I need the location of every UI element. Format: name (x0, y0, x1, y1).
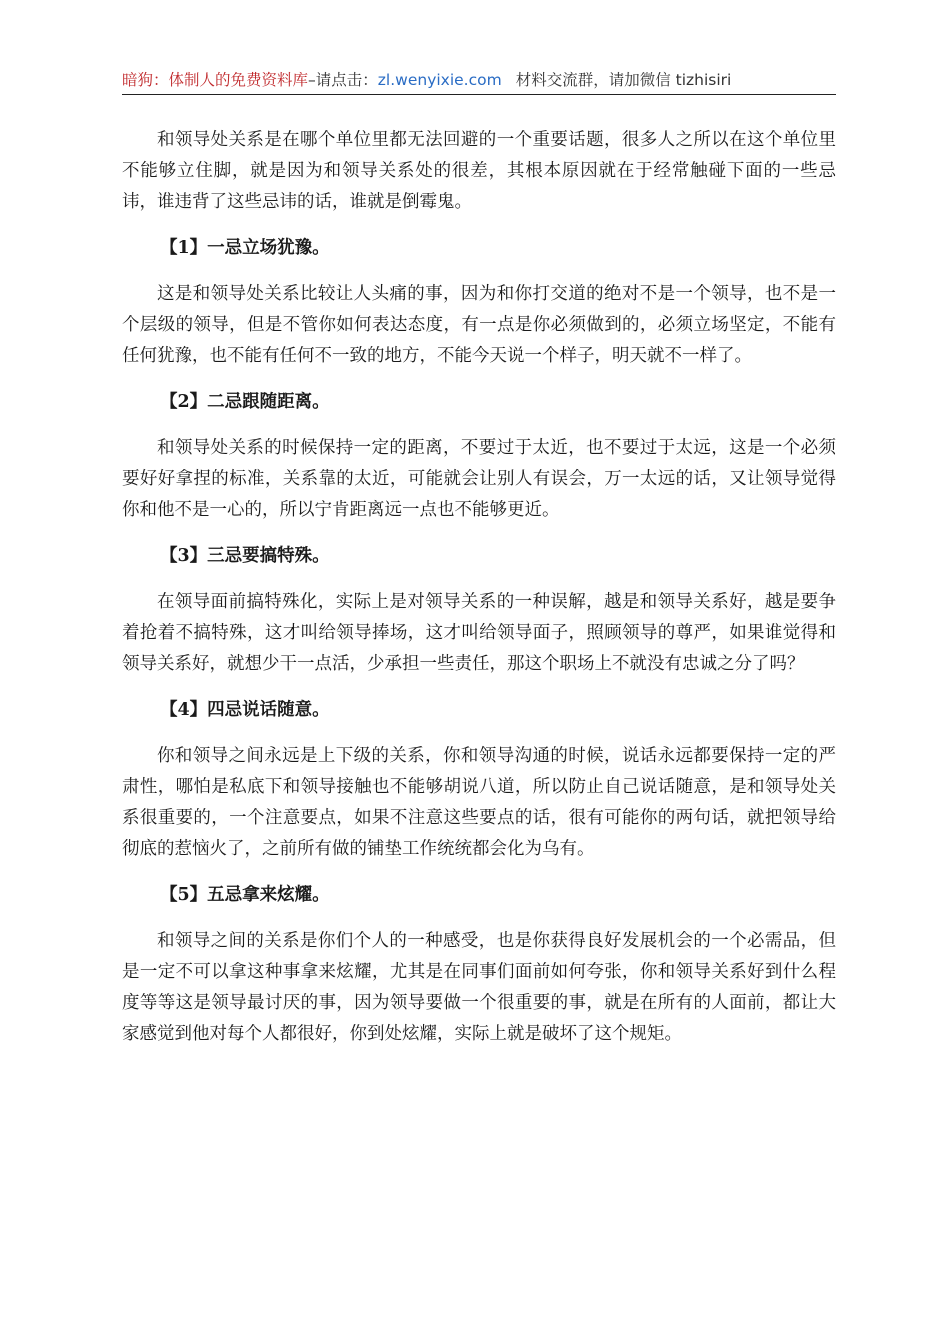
section-body-5: 和领导之间的关系是你们个人的一种感受，也是你获得良好发展机会的一个必需品，但是一定不可以拿这种事拿来炫耀，尤其是在同事们面前如何夸张，你和领导关系好到什么程度等等这是领导最讨厌的事，因为领导要做一个很重要的事，就是在所有的人面前，都让大家感觉到他对每个人都很好，你到处炫耀，实际上就是破坏了这个规矩。 (122, 931, 836, 1044)
section-heading-5: 【5】五忌拿来炫耀。 (160, 885, 330, 905)
header-click-prefix: –请点击： (308, 71, 378, 89)
header-group-text: 材料交流群，请加微信 tizhisiri (515, 71, 732, 89)
page-header (122, 68, 836, 95)
section-body-4: 你和领导之间永远是上下级的关系，你和领导沟通的时候，说话永远都要保持一定的严肃性，哪怕是私底下和领导接触也不能够胡说八道，所以防止自己说话随意，是和领导处关系很重要的，一个注意要点，如果不注意这些要点的话，很有可能你的两句话，就把领导给彻底的惹恼火了，之前所有做的铺垫工作统统都会化为乌有。 (122, 746, 836, 859)
section-heading-3: 【3】三忌要搞特殊。 (160, 546, 330, 566)
section-heading-2: 【2】二忌跟随距离。 (160, 392, 330, 412)
section-body-1: 这是和领导处关系比较让人头痛的事，因为和你打交道的绝对不是一个领导，也不是一个层级的领导，但是不管你如何表达态度，有一点是你必须做到的，必须立场坚定，不能有任何犹豫，也不能有任何不一致的地方，不能今天说一个样子，明天就不一样了。 (122, 284, 836, 366)
section-body-3: 在领导面前搞特殊化，实际上是对领导关系的一种误解，越是和领导关系好，越是要争着抢着不搞特殊，这才叫给领导捧场，这才叫给领导面子，照顾领导的尊严，如果谁觉得和领导关系好，就想少干一点活，少承担一些责任，那这个职场上不就没有忠诚之分了吗？ (122, 592, 836, 674)
article-body (122, 125, 836, 1065)
header-brand: 暗狗：体制人的免费资料库 (122, 71, 309, 89)
section-heading-1: 【1】一忌立场犹豫。 (160, 238, 330, 258)
section-heading-4: 【4】四忌说话随意。 (160, 700, 330, 720)
header-url-link[interactable]: zl.wenyixie.com (377, 71, 502, 89)
section-body-2: 和领导处关系的时候保持一定的距离，不要过于太近，也不要过于太远，这是一个必须要好好拿捏的标准，关系靠的太近，可能就会让别人有误会，万一太远的话，又让领导觉得你和他不是一心的，所以宁肯距离远一点也不能够更近。 (122, 438, 836, 520)
intro-paragraph: 和领导处关系是在哪个单位里都无法回避的一个重要话题，很多人之所以在这个单位里不能够立住脚，就是因为和领导关系处的很差，其根本原因就在于经常触碰下面的一些忌讳，谁违背了这些忌讳的话，谁就是倒霉鬼。 (122, 130, 836, 212)
